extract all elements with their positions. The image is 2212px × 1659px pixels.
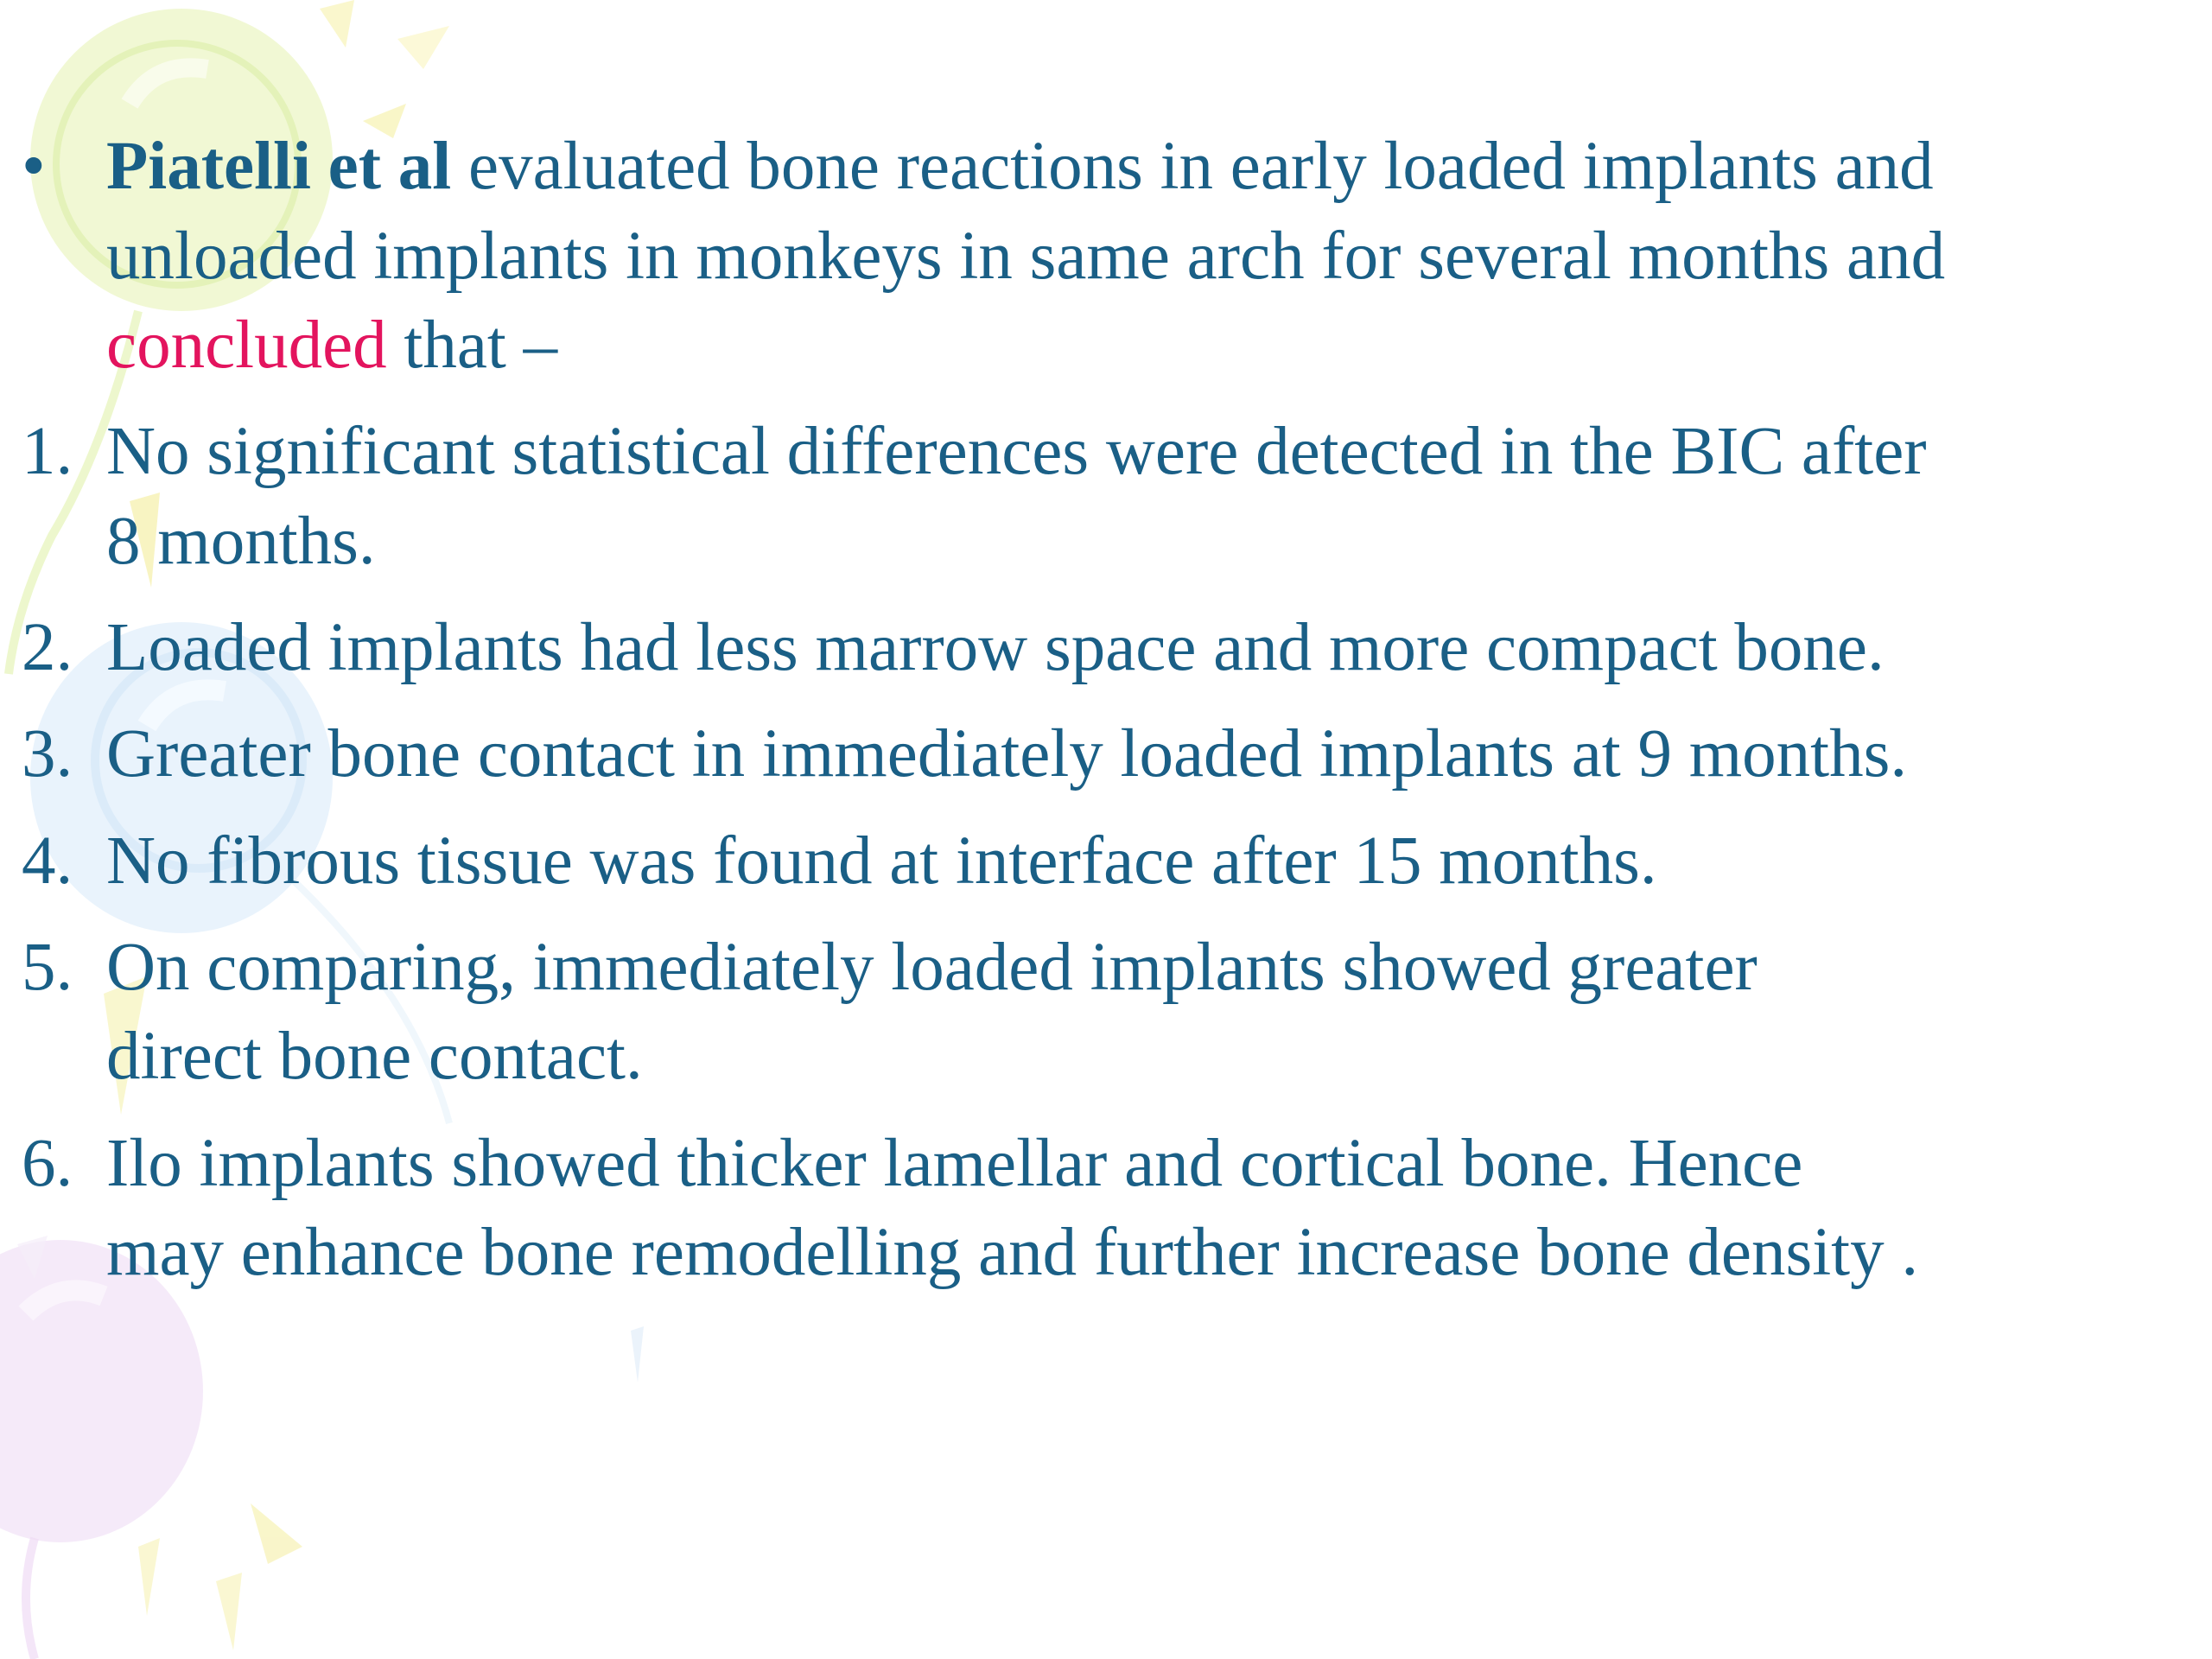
finding-1-line-1: No significant statistical differences were detected in the BIC after [106, 414, 1927, 489]
highlight-word: concluded [106, 308, 387, 383]
finding-6-line-1: Ilo implants showed thicker lamellar and cortical bone. Hence [106, 1126, 1803, 1201]
finding-1-line-2: 8 months. [106, 504, 376, 579]
finding-6-line-2: may enhance bone remodelling and further increase bone density . [106, 1215, 1919, 1290]
finding-number-3: 3. [22, 716, 73, 791]
finding-5-line-2: direct bone contact. [106, 1019, 643, 1094]
intro-line-3 [106, 302, 557, 389]
finding-2-line-1: Loaded implants had less marrow space and more compact bone. [106, 610, 1885, 685]
author-name: Piatelli et al [106, 129, 452, 204]
intro-line-2: unloaded implants in monkeys in same arch for several months and [106, 219, 1946, 294]
finding-5-line-1: On comparing, immediately loaded implants showed greater [106, 930, 1758, 1005]
intro-line-3-text: that – [386, 308, 558, 383]
finding-3-line-1: Greater bone contact in immediately loaded implants at 9 months. [106, 716, 1908, 791]
finding-number-6: 6. [22, 1126, 73, 1201]
finding-number-4: 4. [22, 823, 73, 899]
finding-number-2: 2. [22, 610, 73, 685]
intro-bullet: • [22, 129, 46, 204]
intro-line-1-text: evaluated bone reactions in early loaded implants and [451, 129, 1934, 204]
intro-line-1 [106, 124, 1934, 210]
finding-number-5: 5. [22, 930, 73, 1005]
finding-number-1: 1. [22, 414, 73, 489]
finding-4-line-1: No fibrous tissue was found at interface after 15 months. [106, 823, 1657, 899]
